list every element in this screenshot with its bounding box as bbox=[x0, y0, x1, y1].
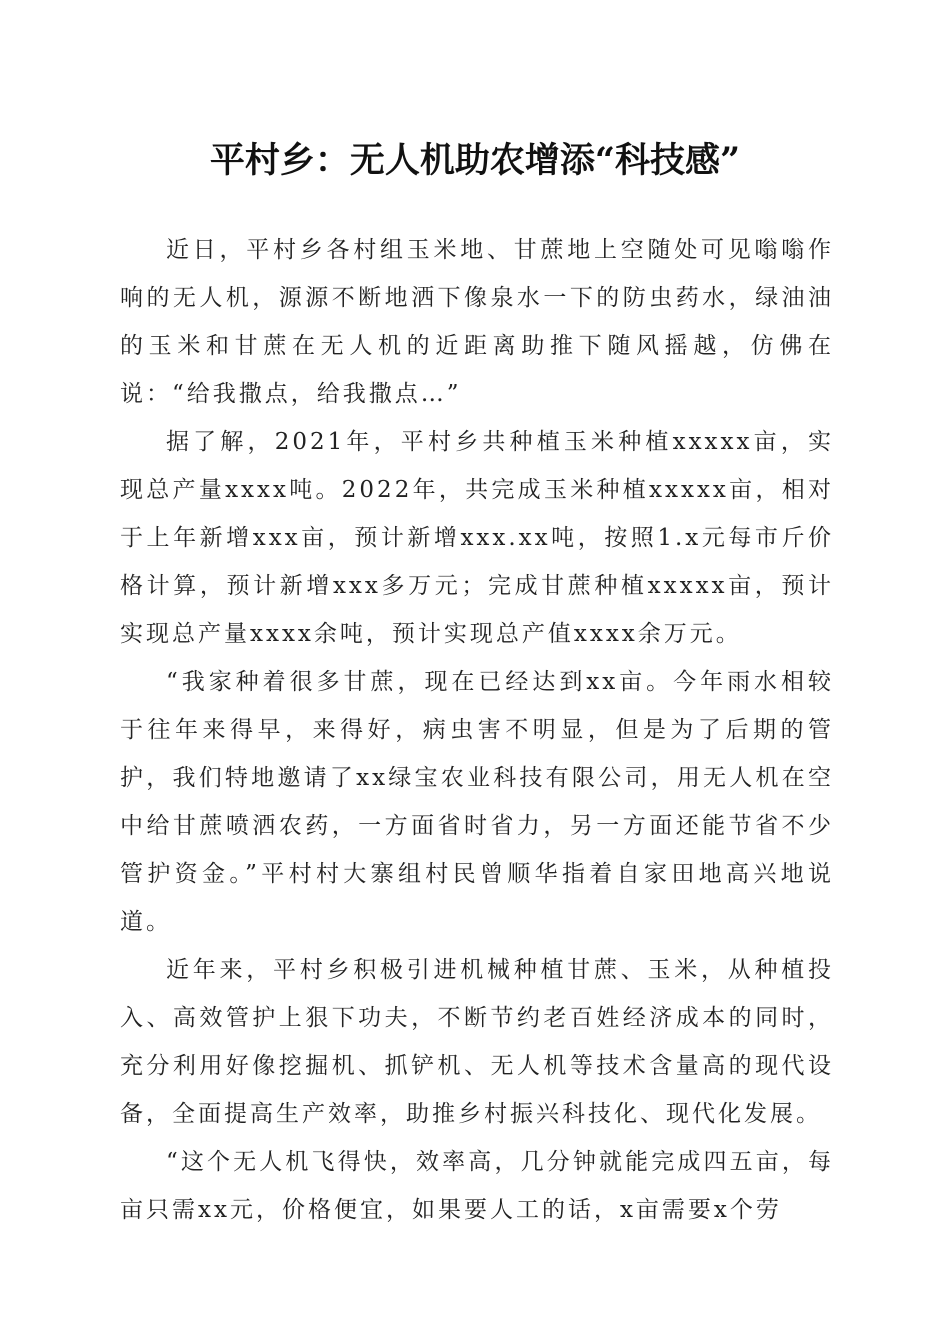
paragraph-mechanization: 近年来，平村乡积极引进机械种植甘蔗、玉米，从种植投入、高效管护上狠下功夫，不断节约老百姓经济成本的同时，充分利用好像挖掘机、抓铲机、无人机等技术含量高的现代设备，全面提高生产效率，助推乡村振兴科技化、现代化发展。 bbox=[120, 957, 834, 1127]
document-title: 平村乡：无人机助农增添“科技感” bbox=[209, 140, 741, 181]
paragraph-drone-quote: “这个无人机飞得快，效率高，几分钟就能完成四五亩，每亩只需xx元，价格便宜，如果要人工的话，x亩需要x个劳 bbox=[120, 1149, 834, 1223]
document-body bbox=[120, 226, 834, 1234]
paragraph-statistics: 据了解，2021年，平村乡共种植玉米种植xxxxx亩，实现总产量xxxx吨。2022年，共完成玉米种植xxxxx亩，相对于上年新增xxx亩，预计新增xxx.xx吨，按照1.x元每市斤价格计算，预计新增xxx多万元；完成甘蔗种植xxxxx亩，预计实现总产量xxxx余吨，预计实现总产值xxxx余万元。 bbox=[120, 429, 834, 647]
paragraph-villager-quote: “我家种着很多甘蔗，现在已经达到xx亩。今年雨水相较于往年来得早，来得好，病虫害不明显，但是为了后期的管护，我们特地邀请了xx绿宝农业科技有限公司，用无人机在空中给甘蔗喷洒农药，一方面省时省力，另一方面还能节省不少管护资金。”平村村大寨组村民曾顺华指着自家田地高兴地说道。 bbox=[120, 669, 834, 935]
paragraph-intro: 近日，平村乡各村组玉米地、甘蔗地上空随处可见嗡嗡作响的无人机，源源不断地洒下像泉水一下的防虫药水，绿油油的玉米和甘蔗在无人机的近距离助推下随风摇越，仿佛在说：“给我撒点，给我撒点…” bbox=[120, 237, 834, 407]
